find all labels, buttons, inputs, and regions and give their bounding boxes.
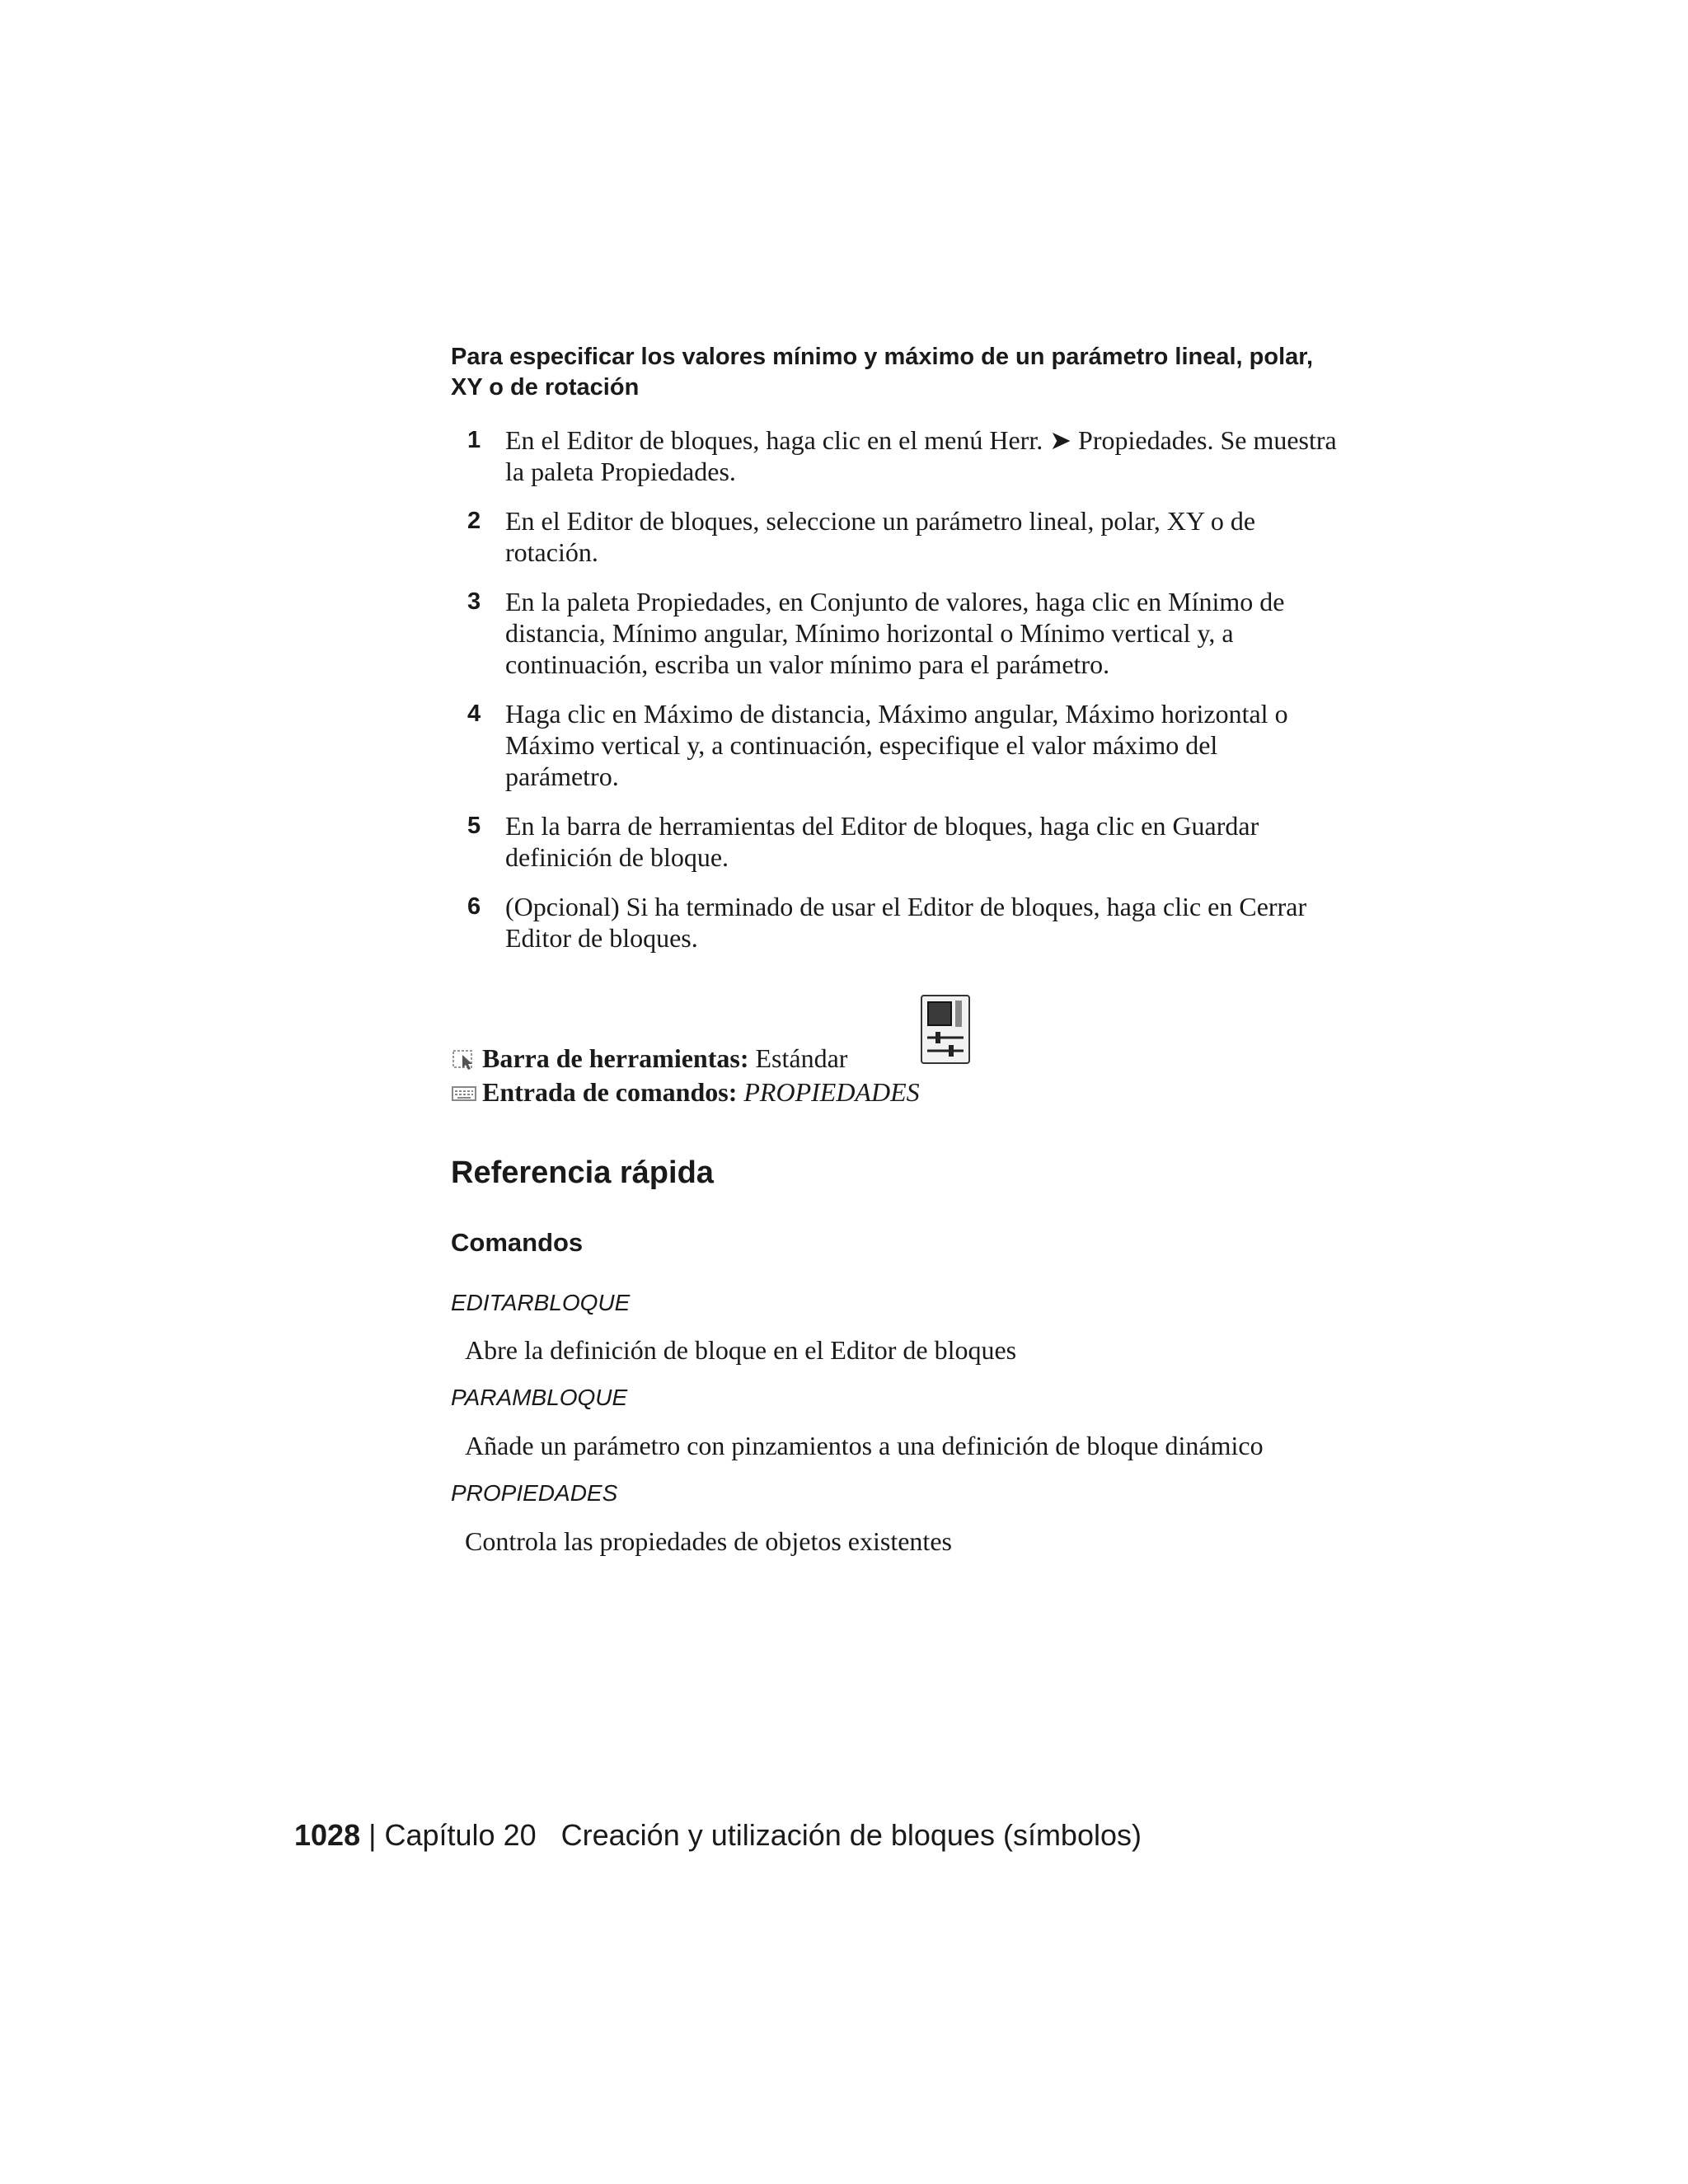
procedure-step [451, 505, 1337, 568]
page-footer [294, 1818, 1142, 1853]
step-text: En la paleta Propiedades, en Conjunto de valores, haga clic en Mínimo de distancia, Mínimo angular, Mínimo horizontal o Mínimo vertical y, a continuación, escriba un valor mínimo para el parámetro. [505, 587, 1285, 679]
step-text: En el Editor de bloques, seleccione un parámetro lineal, polar, XY o de rotación. [505, 506, 1256, 567]
step-number: 5 [467, 813, 481, 839]
procedure-step [451, 891, 1337, 954]
step-number: 1 [467, 427, 481, 453]
command-name: PARAMBLOQUE [451, 1385, 628, 1410]
toolbar-access-line [451, 1043, 847, 1074]
quick-reference-heading: Referencia rápida [451, 1155, 714, 1190]
procedure-step [451, 810, 1337, 873]
page-number: 1028 [294, 1818, 361, 1852]
procedure-steps [451, 424, 1337, 972]
step-text: En el Editor de bloques, haga clic en el menú Herr. ➤ Propiedades. Se muestra la paleta Propiedades. [505, 425, 1337, 486]
command-access-line [451, 1076, 920, 1108]
chapter-number: Capítulo 20 [384, 1818, 537, 1852]
step-number: 6 [467, 893, 481, 920]
chapter-title: Creación y utilización de bloques (símbolos) [560, 1818, 1142, 1852]
step-text: Haga clic en Máximo de distancia, Máximo angular, Máximo horizontal o Máximo vertical y, a continuación, especifique el valor máximo del parámetro. [505, 699, 1288, 791]
step-number: 3 [467, 588, 481, 615]
keyboard-icon [451, 1080, 479, 1104]
command-label: Entrada de comandos: [482, 1077, 738, 1107]
procedure-step [451, 586, 1337, 680]
procedure-title: Para especificar los valores mínimo y máximo de un parámetro lineal, polar, XY o de rotación [451, 344, 1314, 401]
step-number: 2 [467, 508, 481, 534]
properties-palette-icon [921, 995, 970, 1064]
footer-separator: | [368, 1818, 377, 1852]
command-name: EDITARBLOQUE [451, 1290, 631, 1315]
procedure-step [451, 698, 1337, 792]
command-value: PROPIEDADES [743, 1077, 920, 1107]
command-name: PROPIEDADES [451, 1480, 618, 1506]
commands-heading: Comandos [451, 1228, 584, 1257]
command-description: Abre la definición de bloque en el Editor de bloques [465, 1335, 1017, 1365]
command-description: Añade un parámetro con pinzamientos a una definición de bloque dinámico [465, 1431, 1264, 1460]
procedure-step [451, 424, 1337, 487]
toolbar-label: Barra de herramientas: [482, 1043, 749, 1073]
toolbar-cursor-icon [451, 1047, 479, 1070]
step-number: 4 [467, 701, 481, 727]
command-description: Controla las propiedades de objetos existentes [465, 1526, 952, 1556]
toolbar-value: Estándar [755, 1043, 848, 1073]
step-text: (Opcional) Si ha terminado de usar el Editor de bloques, haga clic en Cerrar Editor de bloques. [505, 892, 1307, 953]
step-text: En la barra de herramientas del Editor de bloques, haga clic en Guardar definición de bloque. [505, 811, 1259, 872]
